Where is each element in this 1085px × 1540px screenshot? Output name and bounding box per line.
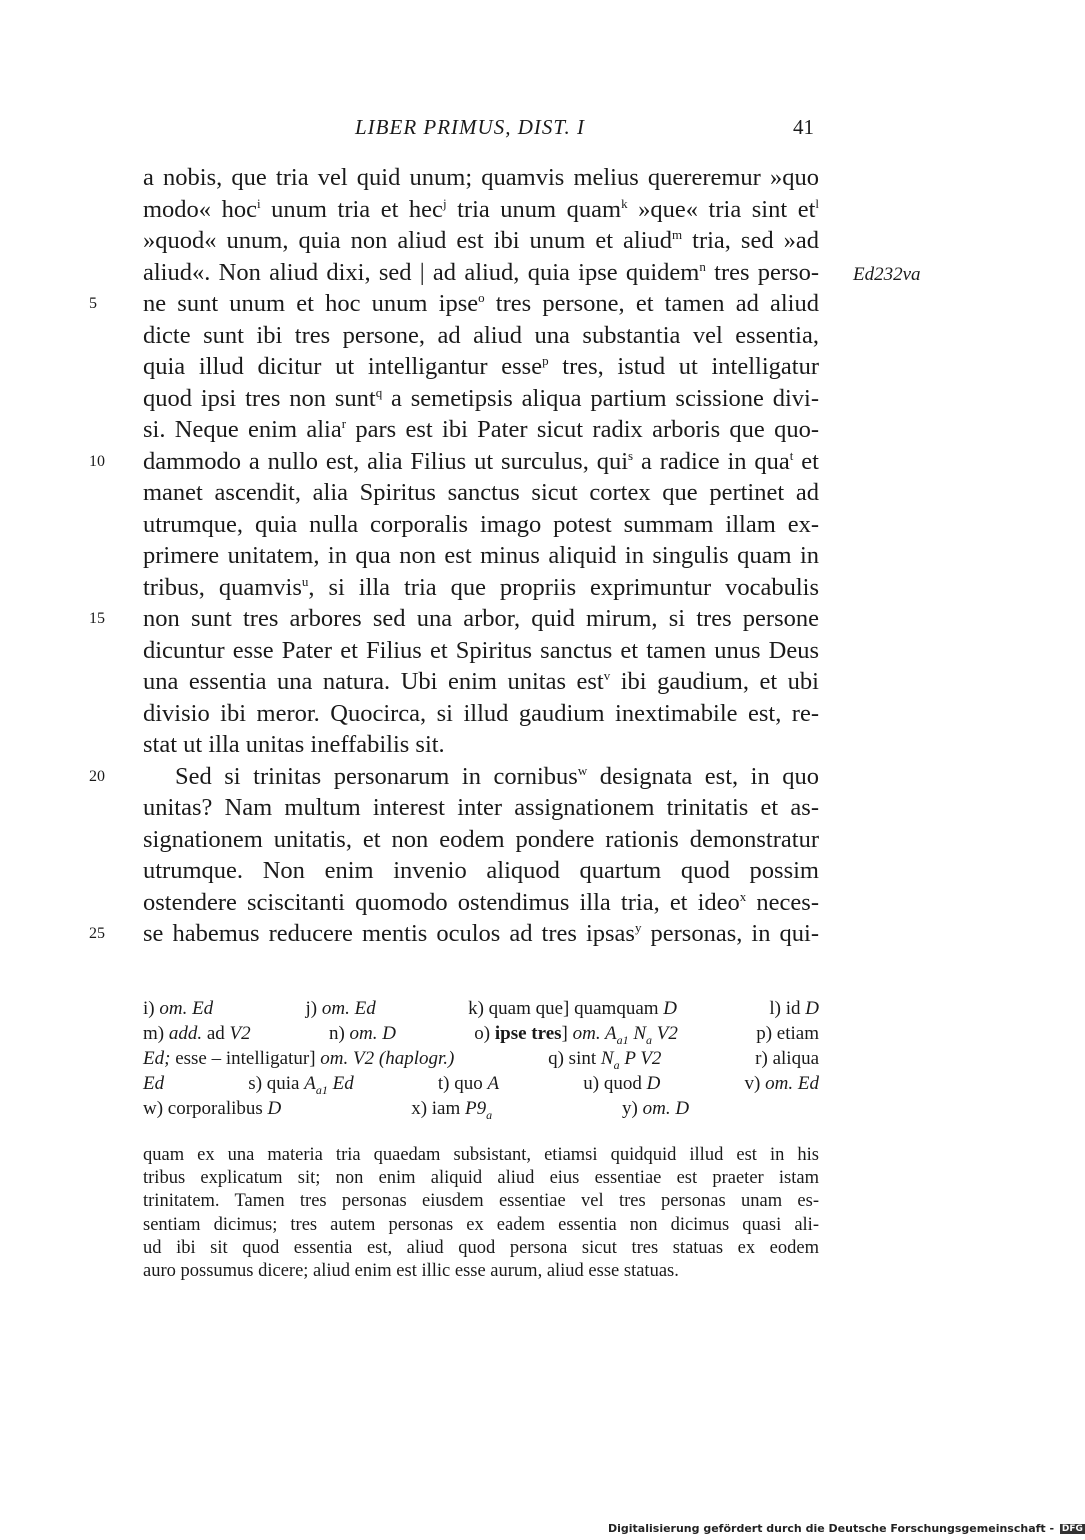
text-line: se habemus reducere mentis oculos ad tres ipsas$^y$ personas, in qui- 25	[143, 918, 819, 950]
critical-apparatus	[143, 996, 819, 1121]
line-number: 10	[89, 452, 105, 470]
line-number: 20	[89, 767, 105, 785]
apparatus-line	[143, 1046, 819, 1071]
text-line: modo« hoc$^i$ unum tria et hec$^j$ tria unum quam$^k$ »que« tria sint $et^l$	[143, 195, 820, 223]
apparatus-entry: k) quam que] quamquam D	[468, 998, 678, 1019]
note-line: auro possumus dicere; aliud enim est illic esse aurum, aliud esse statuas.	[143, 1260, 679, 1281]
text-line: non sunt tres arbores sed una arbor, quid mirum, si tres persone 15	[143, 603, 819, 635]
apparatus-entry: q) sint $N_a$ P V2	[548, 1048, 662, 1072]
line-number: 25	[89, 925, 105, 942]
apparatus-line	[143, 1021, 819, 1046]
apparatus-entry: v) om. Ed	[744, 1073, 819, 1094]
note-line: tribus explicatum sit; non enim aliquid aliud eius essentiae est praeter istam	[143, 1168, 819, 1189]
apparatus-entry: x) iam $P9_a$	[411, 1098, 493, 1122]
text-line: una essentia una natura. Ubi enim unitas est$^v$ ibi gaudium, et ubi	[143, 667, 819, 695]
text-line: primere unitatem, in qua non est minus aliquid in singulis quam in	[143, 542, 819, 569]
apparatus-line	[143, 1071, 819, 1096]
apparatus-line	[143, 1096, 819, 1121]
apparatus-entry: j) om. Ed	[305, 998, 376, 1019]
text-line: Sed si trinitas personarum in cornibus$^w$ designata est, in quo 20	[143, 761, 819, 793]
running-title: LIBER PRIMUS, DIST. I	[355, 115, 585, 139]
page-number: 41	[793, 115, 814, 139]
text-line: »quod« unum, quia non aliud est ibi unum et aliud$^m$ tria, sed »ad	[143, 226, 819, 254]
apparatus-entry: u) quod D	[583, 1073, 661, 1094]
text-line: manet ascendit, alia Spiritus sanctus sicut cortex que pertinet ad	[143, 479, 819, 506]
text-line: ostendere sciscitanti quomodo ostendimus illa tria, et ideo$^x$ neces-	[143, 888, 819, 916]
text-line: signationem unitatis, et non eodem pondere rationis demonstratur	[143, 825, 819, 853]
line-number: 5	[89, 295, 97, 312]
margin-reference: Ed232va	[853, 263, 921, 285]
apparatus-entry: l) id D	[769, 998, 819, 1019]
footer-text: Digitalisierung gefördert durch die Deutsche Forschungsgemeinschaft -	[608, 1522, 1055, 1535]
apparatus-entry: r) aliqua	[755, 1048, 819, 1069]
main-text	[89, 162, 921, 950]
text-line: unitas? Nam multum interest inter assignationem trinitatis et as-	[143, 794, 819, 821]
source-note	[143, 1144, 819, 1283]
text-line: ne sunt unum et hoc unum ipse$^o$ tres persone, et tamen ad aliud 5	[143, 288, 819, 320]
text-line: a nobis, que tria vel quid unum; quamvis melius quereremur »quo	[143, 164, 819, 191]
note-line: sentiam dicimus; tres autem personas ex eadem essentia non dicimus quasi ali-	[143, 1214, 819, 1235]
text-line: si. Neque enim alia$^r$ pars est ibi Pater sicut radix arboris que quo-	[143, 415, 820, 443]
apparatus-entry: Ed; esse – intelligatur] om. V2 (haplogr.)	[143, 1048, 455, 1069]
text-line: divisio ibi meror. Quocirca, si illud gaudium inextimabile est, re-	[143, 699, 819, 727]
text-line: dicuntur esse Pater et Filius et Spiritus sanctus et tamen unus Deus	[143, 636, 819, 664]
text-line: tribus, quamvis$^u$, si illa tria que propriis exprimuntur vocabulis	[143, 573, 819, 601]
apparatus-entry: n) om. D	[328, 1023, 396, 1044]
apparatus-entry: w) corporalibus D	[143, 1098, 282, 1119]
apparatus-entry: p) etiam	[756, 1023, 819, 1044]
text-line: stat ut illa unitas ineffabilis sit.	[143, 731, 445, 758]
text-line: quia illud dicitur ut intelligantur esse$^p$ tres, istud ut intelligatur	[143, 352, 819, 380]
dfg-logo: DFG	[1061, 1524, 1083, 1534]
apparatus-entry: s) quia $A_{a1}$ Ed	[248, 1073, 354, 1097]
footer	[608, 1522, 1083, 1538]
apparatus-entry: o) ipse tres] om. $A_{a1}$ $N_a$ V2	[474, 1023, 678, 1047]
text-line: utrumque. Non enim invenio aliquod quartum quod possim	[143, 857, 819, 884]
apparatus-entry: Ed	[143, 1073, 165, 1094]
text-line: dicte sunt ibi tres persone, ad aliud una substantia vel essentia,	[143, 321, 819, 349]
note-line: ud ibi sit quod essentia est, aliud quod persona sicut tres statuas ex eodem	[143, 1237, 819, 1258]
apparatus-line	[143, 996, 819, 1021]
text-line: dammodo a nullo est, alia Filius ut surculus, qui$^s$ a radice in qua$^t$ et 10	[143, 446, 819, 478]
text-line: quod ipsi tres non sunt$^q$ a semetipsis aliqua partium scissione divi-	[143, 384, 819, 412]
apparatus-entry: m) add. ad V2	[143, 1023, 251, 1044]
apparatus-entry: i) om. Ed	[143, 998, 214, 1019]
apparatus-entry: t) quo A	[437, 1073, 500, 1094]
line-number: 15	[89, 610, 105, 627]
text-line: utrumque, quia nulla corporalis imago potest summam illam ex-	[143, 510, 819, 538]
running-head	[0, 115, 1000, 145]
note-line: quam ex una materia tria quaedam subsistant, etiamsi quidquid illud est in his	[143, 1145, 819, 1165]
apparatus-entry: y) om. D	[622, 1098, 690, 1119]
note-line: trinitatem. Tamen tres personas eiusdem essentiae vel tres personas unam es-	[143, 1191, 819, 1212]
text-line: aliud«. Non aliud dixi, sed | ad aliud, quia ipse quidem$^n$ tres perso- Ed232va	[143, 257, 819, 289]
